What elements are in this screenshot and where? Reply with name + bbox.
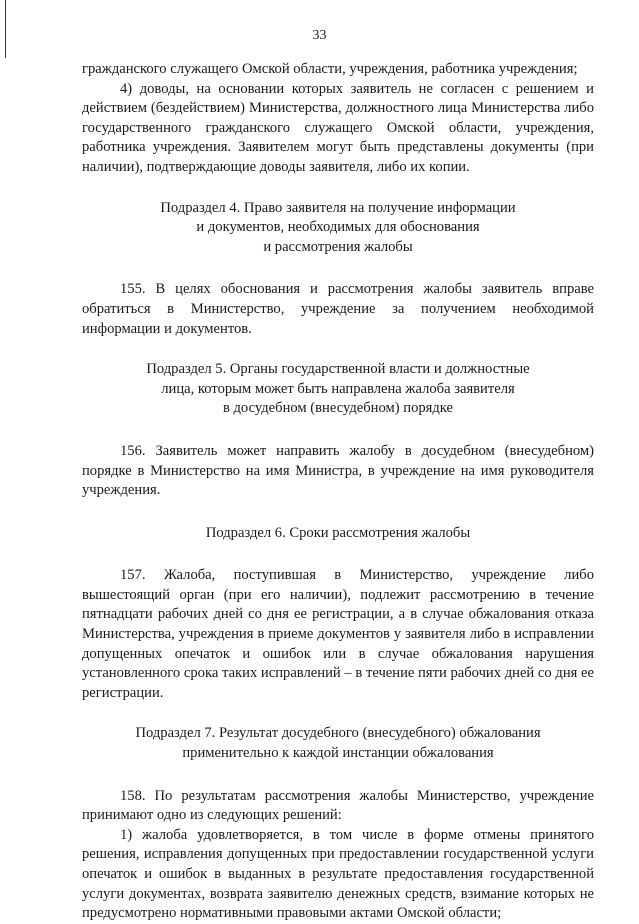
paragraph-156: 156. Заявитель может направить жалобу в досудебном (внесудебном) порядке в Министерство на имя Министра, в учреждение на имя руководителя учреждения. — [82, 442, 594, 499]
subsection-4-heading — [82, 199, 594, 258]
document-body — [82, 60, 594, 924]
paragraph-157: 157. Жалоба, поступившая в Министерство, учреждение либо вышестоящий орган (при его наличии), подлежит рассмотрению в течение пятнадцати рабочих дней со дня ее регистрации, а в случае обжалования отказа Министерства, учреждения в приеме документов у заявителя либо в исправлении допущенных опечаток и ошибок или в случае обжалования нарушения установленного срока таких исправлений – в течение пяти рабочих дней со дня ее регистрации. — [82, 567, 594, 701]
subsection-6-heading — [82, 524, 594, 544]
paragraph-continuation: гражданского служащего Омской области, учреждения, работника учреждения; — [82, 61, 578, 77]
page-number: 33 — [312, 28, 327, 43]
heading-line: Подраздел 5. Органы государственной власти и должностные — [146, 361, 530, 378]
paragraph-158: 158. По результатам рассмотрения жалобы Министерство, учреждение принимают одно из следующих решений: — [82, 787, 594, 824]
heading-line: лица, которым может быть направлена жалоба заявителя — [161, 380, 515, 397]
heading-line: и документов, необходимых для обоснования — [196, 219, 480, 236]
heading-line: в досудебном (внесудебном) порядке — [222, 400, 454, 417]
paragraph-item-4: 4) доводы, на основании которых заявитель не согласен с решением и действием (бездействием) Министерства, должностного лица Министерства либо государственного гражданского служащего Омской области, учреждения, работника учреждения. Заявителем могут быть представлены документы (при наличии), подтверждающие доводы заявителя, либо их копии. — [82, 80, 594, 175]
paragraph-155: 155. В целях обоснования и рассмотрения жалобы заявитель вправе обратиться в Министерство, учреждение за получением необходимой информации и документов. — [82, 281, 594, 337]
heading-line: Подраздел 7. Результат досудебного (внесудебного) обжалования — [135, 725, 541, 742]
heading-line: Подраздел 6. Сроки рассмотрения жалобы — [205, 524, 471, 541]
heading-line: применительно к каждой инстанции обжалования — [182, 745, 494, 762]
subsection-7-heading — [82, 724, 594, 763]
subsection-5-heading — [82, 360, 594, 419]
heading-line: Подраздел 4. Право заявителя на получение информации — [160, 199, 516, 216]
heading-line: и рассмотрения жалобы — [263, 238, 413, 255]
paragraph-158-item-1: 1) жалоба удовлетворяется, в том числе в форме отмены принятого решения, исправления допущенных при предоставлении государственной услуги опечаток и ошибок в выданных в результате предоставления государственной услуги документах, возврата заявителю денежных средств, взимание которых не предусмотрено нормативными правовыми актами Омской области; — [82, 826, 594, 922]
